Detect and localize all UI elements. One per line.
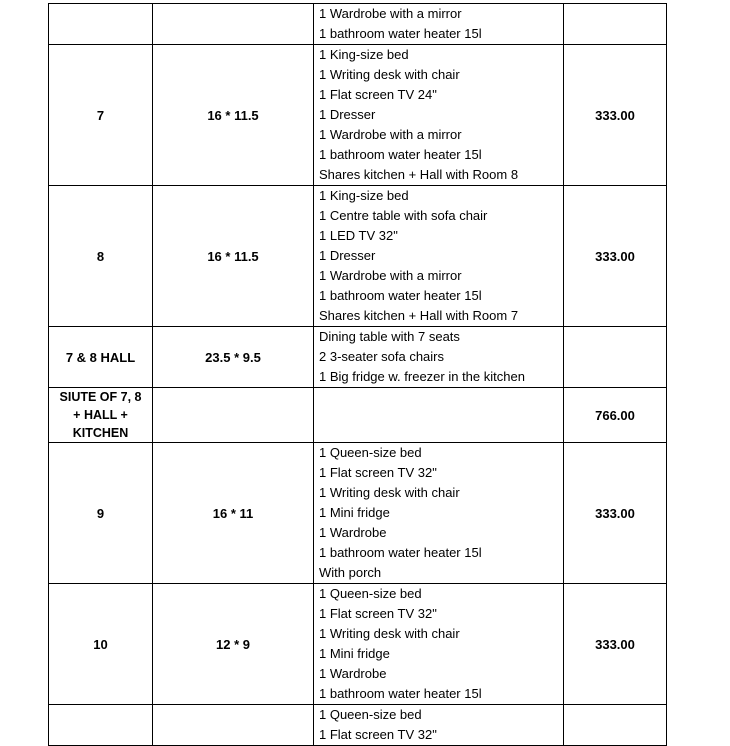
item-line: 1 Big fridge w. freezer in the kitchen: [319, 369, 525, 384]
room-cell: [49, 4, 153, 45]
price-cell: 333.00: [564, 443, 667, 584]
item-line: 1 bathroom water heater 15l: [319, 26, 482, 41]
price-cell: [564, 705, 667, 746]
item-line: 1 bathroom water heater 15l: [319, 288, 482, 303]
room-cell: 8: [49, 186, 153, 327]
size-cell: 16 * 11.5: [153, 45, 314, 186]
size-cell: [153, 388, 314, 443]
item-line: 1 Wardrobe: [319, 666, 387, 681]
table-row: [49, 443, 667, 584]
items-cell: [314, 388, 564, 443]
item-line: 1 Flat screen TV 32": [319, 606, 437, 621]
table-row: [49, 388, 667, 443]
item-line: 1 Dresser: [319, 107, 376, 122]
size-cell: [153, 705, 314, 746]
items-cell: [314, 186, 564, 327]
item-line: Dining table with 7 seats: [319, 329, 460, 344]
item-line: 1 bathroom water heater 15l: [319, 147, 482, 162]
room-cell: 7 & 8 HALL: [49, 327, 153, 388]
item-line: 1 Wardrobe with a mirror: [319, 6, 462, 21]
item-line: 1 Queen-size bed: [319, 445, 422, 460]
size-cell: 16 * 11: [153, 443, 314, 584]
size-cell: 12 * 9: [153, 584, 314, 705]
room-line: KITCHEN: [72, 426, 129, 440]
item-line: Shares kitchen + Hall with Room 7: [319, 308, 519, 323]
item-line: 1 Wardrobe with a mirror: [319, 268, 462, 283]
item-line: 1 Dresser: [319, 248, 376, 263]
price-cell: 766.00: [564, 388, 667, 443]
item-line: 1 King-size bed: [319, 47, 409, 62]
room-cell: 10: [49, 584, 153, 705]
item-line: 1 Writing desk with chair: [319, 485, 460, 500]
table-row: [49, 186, 667, 327]
size-cell: 23.5 * 9.5: [153, 327, 314, 388]
item-line: 1 Flat screen TV 32": [319, 727, 437, 742]
item-line: 1 Queen-size bed: [319, 586, 422, 601]
table-row: [49, 4, 667, 45]
item-line: 1 Wardrobe: [319, 525, 387, 540]
item-line: 1 Flat screen TV 32": [319, 465, 437, 480]
item-line: 2 3-seater sofa chairs: [319, 349, 445, 364]
room-cell: 7: [49, 45, 153, 186]
room-cell: [49, 388, 153, 443]
item-line: 1 King-size bed: [319, 188, 409, 203]
price-cell: 333.00: [564, 584, 667, 705]
room-cell: 9: [49, 443, 153, 584]
table-row: [49, 327, 667, 388]
item-line: 1 Centre table with sofa chair: [319, 208, 488, 223]
item-line: 1 Wardrobe with a mirror: [319, 127, 462, 142]
rooms-table: [48, 3, 667, 746]
price-cell: [564, 327, 667, 388]
items-cell: [314, 443, 564, 584]
size-cell: [153, 4, 314, 45]
item-line: 1 bathroom water heater 15l: [319, 686, 482, 701]
items-cell: [314, 4, 564, 45]
item-line: 1 Writing desk with chair: [319, 626, 460, 641]
price-cell: [564, 4, 667, 45]
item-line: 1 Writing desk with chair: [319, 67, 460, 82]
item-line: 1 Queen-size bed: [319, 707, 422, 722]
items-cell: [314, 705, 564, 746]
items-cell: [314, 45, 564, 186]
room-cell: [49, 705, 153, 746]
items-cell: [314, 327, 564, 388]
table-row: [49, 584, 667, 705]
size-cell: 16 * 11.5: [153, 186, 314, 327]
items-cell: [314, 584, 564, 705]
table-row: [49, 705, 667, 746]
price-cell: 333.00: [564, 186, 667, 327]
item-line: With porch: [319, 565, 382, 580]
item-line: 1 Mini fridge: [319, 646, 390, 661]
item-line: 1 Flat screen TV 24": [319, 87, 437, 102]
item-line: Shares kitchen + Hall with Room 8: [319, 167, 519, 182]
item-line: 1 Mini fridge: [319, 505, 390, 520]
table-row: [49, 45, 667, 186]
item-line: 1 bathroom water heater 15l: [319, 545, 482, 560]
item-line: 1 LED TV 32": [319, 228, 398, 243]
price-cell: 333.00: [564, 45, 667, 186]
room-line: + HALL +: [73, 408, 128, 422]
room-line: SIUTE OF 7, 8: [59, 390, 142, 404]
